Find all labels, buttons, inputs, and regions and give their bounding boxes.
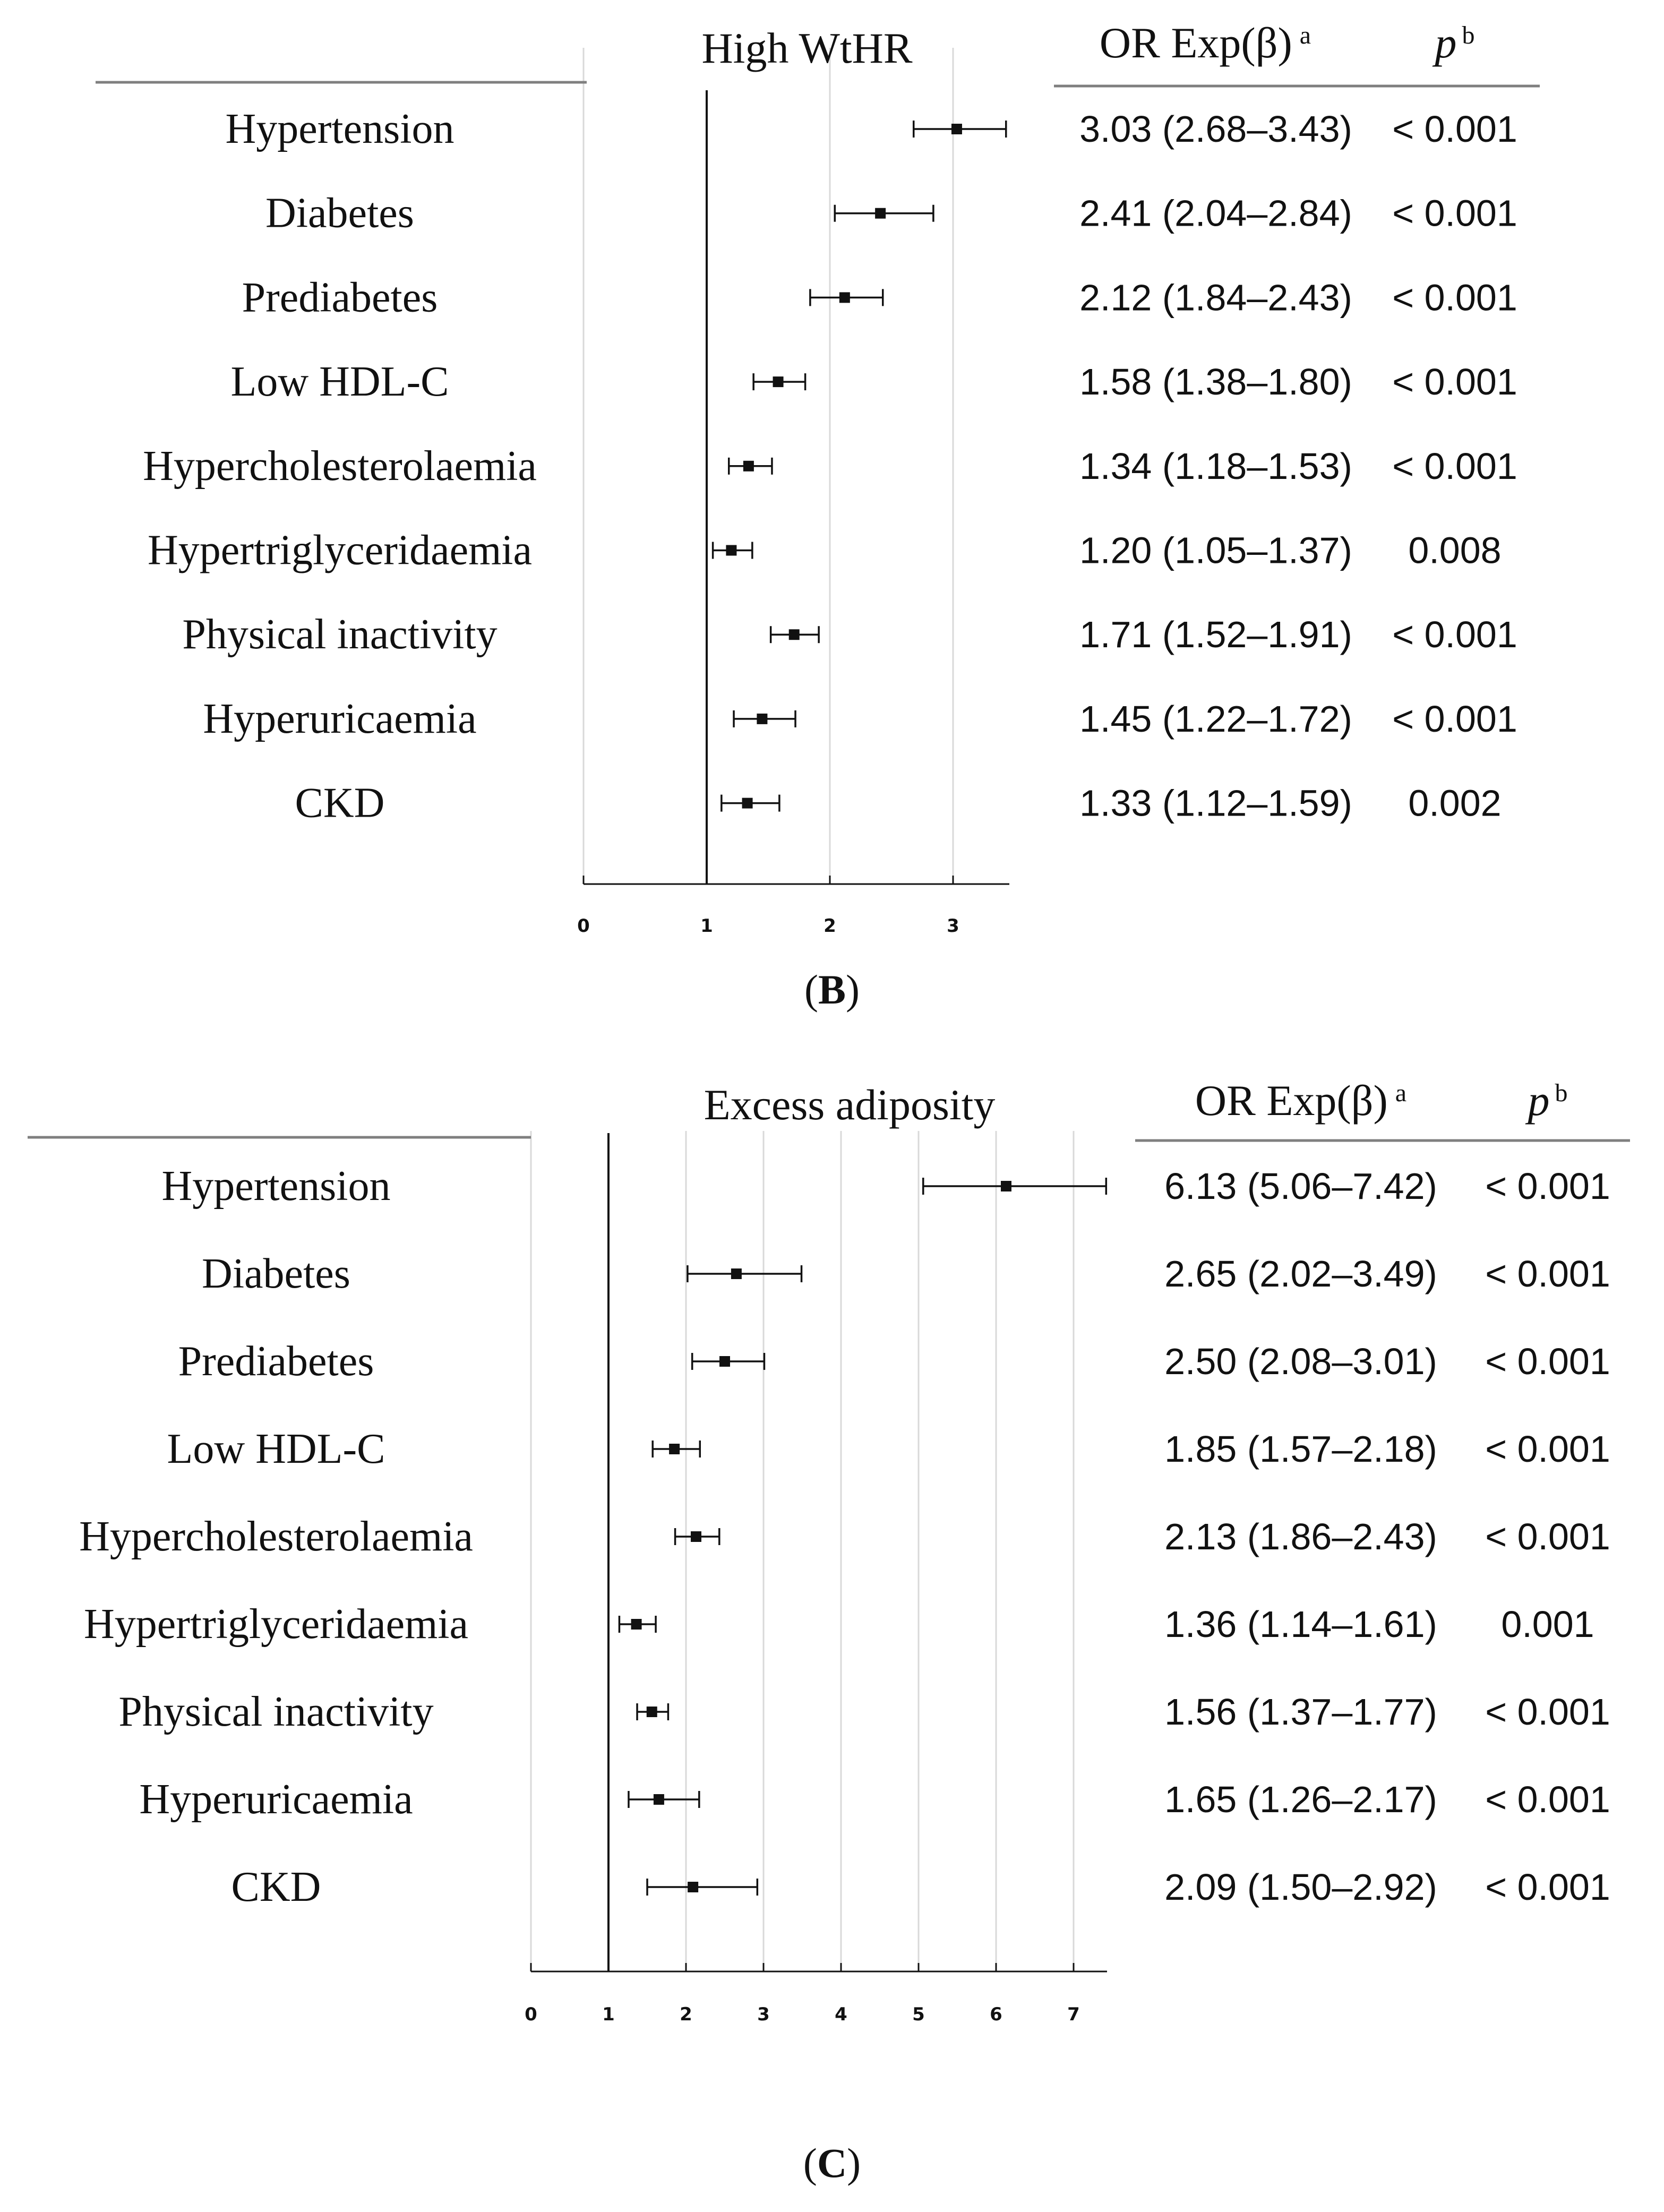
point-estimate	[654, 1794, 664, 1805]
panel-caption	[804, 966, 860, 1013]
point-estimate	[773, 376, 784, 387]
point-estimate	[742, 798, 753, 809]
forest-row	[203, 696, 1517, 742]
row-label: Low HDL-C	[167, 1426, 385, 1472]
x-tick-label: 6	[990, 2004, 1002, 2025]
column-header-p-sup: b	[1555, 1079, 1568, 1107]
point-estimate	[743, 461, 754, 471]
p-value: < 0.001	[1485, 1165, 1610, 1207]
forest-row	[295, 780, 1502, 827]
column-header-or-main: OR Exp(β)	[1195, 1076, 1388, 1125]
forest-row	[167, 1426, 1610, 1472]
or-ci-value: 2.65 (2.02–3.49)	[1164, 1253, 1437, 1294]
column-header-or	[1195, 1076, 1406, 1125]
or-ci-value: 1.56 (1.37–1.77)	[1164, 1691, 1437, 1733]
row-label: Hypercholesterolaemia	[79, 1513, 473, 1560]
panel-caption-close: )	[846, 966, 860, 1013]
point-estimate	[726, 545, 736, 556]
point-estimate	[839, 292, 850, 303]
point-estimate	[669, 1444, 680, 1454]
forest-row	[178, 1338, 1610, 1385]
point-estimate	[875, 208, 886, 219]
p-value: < 0.001	[1485, 1516, 1610, 1557]
forest-row	[182, 611, 1517, 658]
or-ci-value: 2.41 (2.04–2.84)	[1079, 192, 1352, 234]
point-estimate	[731, 1268, 742, 1279]
point-estimate	[647, 1707, 657, 1717]
forest-panel-b	[96, 19, 1540, 1013]
row-label: Physical inactivity	[182, 611, 498, 658]
or-ci-value: 3.03 (2.68–3.43)	[1079, 108, 1352, 150]
p-value: 0.008	[1408, 529, 1502, 571]
point-estimate	[757, 714, 767, 724]
p-value: < 0.001	[1392, 192, 1517, 234]
panel-caption	[803, 2140, 861, 2186]
row-label: CKD	[295, 779, 385, 827]
or-ci-value: 2.50 (2.08–3.01)	[1164, 1341, 1437, 1382]
x-tick-label: 7	[1067, 2004, 1080, 2025]
p-value: 0.002	[1408, 782, 1502, 824]
row-label: Hypertension	[225, 106, 454, 152]
column-header-or-sup: a	[1395, 1079, 1407, 1107]
panel-title: High WtHR	[701, 24, 913, 72]
panel-title: Excess adiposity	[704, 1081, 996, 1129]
forest-row	[231, 1864, 1610, 1910]
row-label: Diabetes	[265, 190, 414, 237]
p-value: < 0.001	[1392, 445, 1517, 487]
column-header-or-main: OR Exp(β)	[1099, 19, 1292, 67]
p-value: < 0.001	[1392, 698, 1517, 740]
or-ci-value: 6.13 (5.06–7.42)	[1164, 1165, 1437, 1207]
forest-row	[84, 1601, 1594, 1648]
or-ci-value: 1.58 (1.38–1.80)	[1079, 361, 1352, 403]
x-tick-label: 2	[824, 915, 836, 937]
forest-row	[242, 274, 1517, 321]
p-value: 0.001	[1501, 1604, 1594, 1645]
row-label: Hypertension	[161, 1163, 391, 1210]
or-ci-value: 1.45 (1.22–1.72)	[1079, 698, 1352, 740]
column-header-p-sup: b	[1462, 21, 1475, 49]
column-header-p	[1525, 1076, 1568, 1125]
or-ci-value: 2.13 (1.86–2.43)	[1164, 1516, 1437, 1557]
forest-row	[139, 1776, 1610, 1823]
point-estimate	[688, 1882, 698, 1892]
column-header-p-main: p	[1435, 19, 1457, 67]
x-tick-label: 3	[757, 2004, 770, 2025]
panel-caption-letter: B	[818, 966, 846, 1013]
point-estimate	[951, 124, 962, 134]
panel-caption-open: (	[803, 2140, 817, 2186]
forest-row	[148, 527, 1502, 574]
row-label: Hyperuricaemia	[203, 695, 477, 742]
row-label: Hypertriglyceridaemia	[83, 1601, 469, 1648]
row-label: CKD	[231, 1864, 321, 1910]
x-tick-label: 1	[700, 915, 713, 937]
p-value: < 0.001	[1392, 361, 1517, 403]
point-estimate	[789, 629, 800, 640]
or-ci-value: 1.34 (1.18–1.53)	[1079, 445, 1352, 487]
column-header-p	[1433, 19, 1475, 67]
or-ci-value: 1.65 (1.26–2.17)	[1164, 1779, 1437, 1820]
p-value: < 0.001	[1392, 614, 1517, 656]
x-tick-label: 2	[680, 2004, 692, 2025]
row-label: Hypercholesterolaemia	[143, 442, 537, 490]
point-estimate	[631, 1619, 642, 1630]
p-value: < 0.001	[1485, 1253, 1610, 1294]
or-ci-value: 1.36 (1.14–1.61)	[1164, 1604, 1437, 1645]
panel-caption-close: )	[847, 2140, 861, 2186]
forest-row	[225, 106, 1517, 152]
or-ci-value: 1.20 (1.05–1.37)	[1079, 529, 1352, 571]
forest-row	[161, 1163, 1610, 1210]
forest-row	[118, 1688, 1610, 1735]
row-label: Prediabetes	[178, 1338, 374, 1385]
forest-panel-c	[28, 1076, 1630, 2186]
x-tick-label: 0	[525, 2004, 537, 2025]
or-ci-value: 2.12 (1.84–2.43)	[1079, 277, 1352, 319]
row-label: Hyperuricaemia	[139, 1776, 413, 1823]
or-ci-value: 1.85 (1.57–2.18)	[1164, 1428, 1437, 1470]
panel-caption-open: (	[804, 966, 818, 1013]
row-label: Prediabetes	[242, 274, 438, 321]
p-value: < 0.001	[1485, 1691, 1610, 1733]
point-estimate	[719, 1356, 730, 1367]
x-tick-label: 3	[947, 915, 959, 937]
forest-row	[202, 1250, 1610, 1297]
or-ci-value: 2.09 (1.50–2.92)	[1164, 1866, 1437, 1908]
panel-caption-letter: C	[817, 2140, 847, 2186]
p-value: < 0.001	[1485, 1866, 1610, 1908]
column-header-or-sup: a	[1299, 21, 1311, 49]
forest-row	[230, 358, 1517, 405]
row-label: Hypertriglyceridaemia	[147, 527, 533, 574]
p-value: < 0.001	[1485, 1779, 1610, 1820]
x-tick-label: 0	[577, 915, 590, 937]
p-value: < 0.001	[1485, 1428, 1610, 1470]
p-value: < 0.001	[1392, 277, 1517, 319]
point-estimate	[691, 1531, 701, 1542]
x-tick-label: 1	[602, 2004, 615, 2025]
p-value: < 0.001	[1392, 108, 1517, 150]
point-estimate	[1001, 1181, 1011, 1191]
p-value: < 0.001	[1485, 1341, 1610, 1382]
column-header-or	[1100, 19, 1311, 67]
row-label: Physical inactivity	[118, 1688, 434, 1735]
row-label: Diabetes	[202, 1250, 350, 1297]
column-header-p-main: p	[1528, 1076, 1550, 1125]
row-label: Low HDL-C	[230, 358, 449, 406]
x-tick-label: 5	[912, 2004, 925, 2025]
x-tick-label: 4	[835, 2004, 847, 2025]
forest-row	[265, 190, 1517, 237]
or-ci-value: 1.71 (1.52–1.91)	[1079, 614, 1352, 656]
forest-row	[79, 1513, 1610, 1560]
or-ci-value: 1.33 (1.12–1.59)	[1079, 782, 1352, 824]
